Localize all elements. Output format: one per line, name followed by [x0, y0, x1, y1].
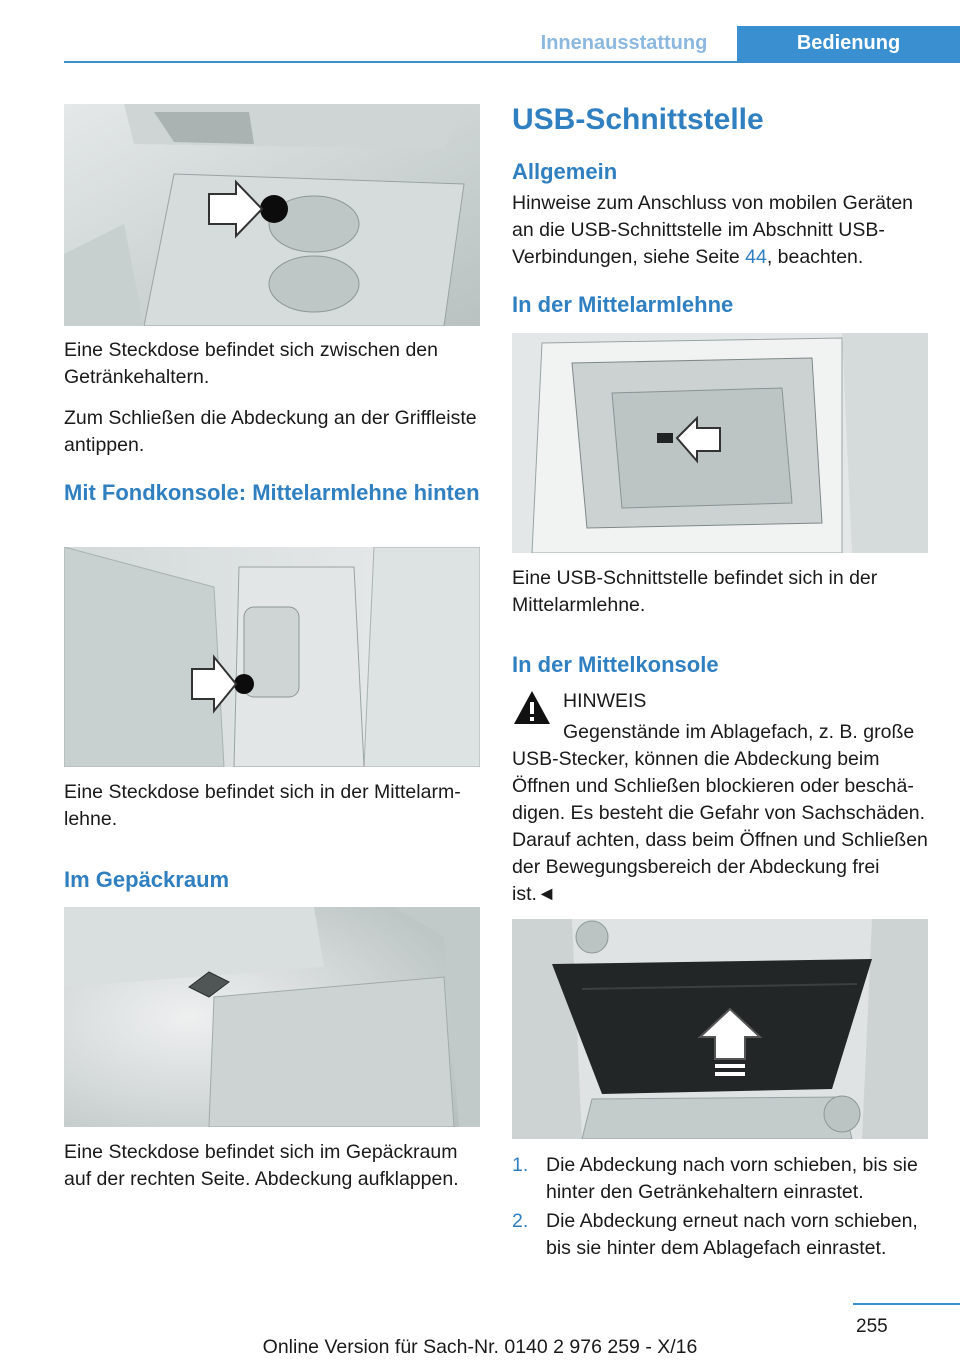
- heading-mittelarmlehne: In der Mittelarmlehne: [512, 292, 734, 317]
- step-text: Die Abdeckung erneut nach vorn schieben, bis sie hinter dem Ablagefach einrastet.: [546, 1210, 918, 1259]
- figure-usb-armrest: [512, 333, 928, 553]
- step-number: 2.: [512, 1210, 529, 1232]
- heading-allgemein: Allgemein: [512, 159, 618, 184]
- figure-socket-cupholder: [64, 104, 480, 326]
- paragraph-socket-rear-armrest: Eine Steckdose befindet sich in der Mittelarmlehne.: [64, 781, 461, 830]
- paragraph-usb-armrest: Eine USB-Schnittstelle befindet sich in der Mittelarmlehne.: [512, 567, 878, 616]
- figure-socket-rear-armrest: [64, 547, 480, 767]
- step-list-item: [512, 1152, 928, 1206]
- warning-label: HINWEIS: [563, 690, 647, 712]
- header-divider: [64, 61, 960, 63]
- header-section-tab[interactable]: Innenausstattung: [540, 32, 708, 54]
- step-list-item: [512, 1208, 928, 1262]
- heading-gepaeckraum: Im Gepäckraum: [64, 867, 230, 892]
- page-link-44[interactable]: 44: [745, 246, 767, 268]
- heading-mittelkonsole: In der Mittelkonsole: [512, 652, 719, 677]
- paragraph-allgemein: [512, 190, 928, 271]
- paragraph-close-cover: Zum Schließen die Abdeckung an der Griffleiste antippen.: [64, 407, 477, 456]
- figure-socket-trunk: [64, 907, 480, 1127]
- warning-text: USB-Stecker, können die Abdeckung beim Öffnen und Schließen blockieren oder beschädigen. Es besteht die Gefahr von Sachschäden. Darauf achten, dass beim Öffnen und Schließen der Bewegungsbereich der Abdeckung frei ist.◄: [512, 748, 928, 905]
- warning-text-first-line: Gegenstände im Ablagefach, z. B. große: [563, 721, 915, 743]
- footer-version: Online Version für Sach-Nr. 0140 2 976 259 - X/16: [262, 1336, 698, 1358]
- warning-triangle-icon: [512, 688, 552, 728]
- paragraph-socket-trunk: Eine Steckdose befindet sich im Gepäckraum auf der rechten Seite. Abdeckung aufklappen.: [64, 1141, 459, 1190]
- header-active-tab[interactable]: Bedienung: [737, 26, 960, 61]
- paragraph-allgemein-text: Hinweise zum Anschluss von mobilen Geräten an die USB-Schnittstelle im Abschnitt USB-Verbindungen, siehe Seite: [512, 192, 914, 268]
- heading-usb-interface: USB-Schnittstelle: [512, 103, 764, 136]
- step-text: Die Abdeckung nach vorn schieben, bis sie hinter den Getränkehaltern einrastet.: [546, 1154, 918, 1203]
- paragraph-socket-cupholder: Eine Steckdose befindet sich zwischen den Getränkehaltern.: [64, 339, 438, 388]
- heading-fondkonsole: Mit Fondkonsole: Mittelarmlehne hinten: [64, 480, 480, 505]
- paragraph-allgemein-end: , beachten.: [766, 246, 864, 268]
- step-number: 1.: [512, 1154, 529, 1176]
- footer-divider: [853, 1303, 960, 1305]
- figure-center-console-cover: [512, 919, 928, 1139]
- page-number: 255: [856, 1316, 888, 1337]
